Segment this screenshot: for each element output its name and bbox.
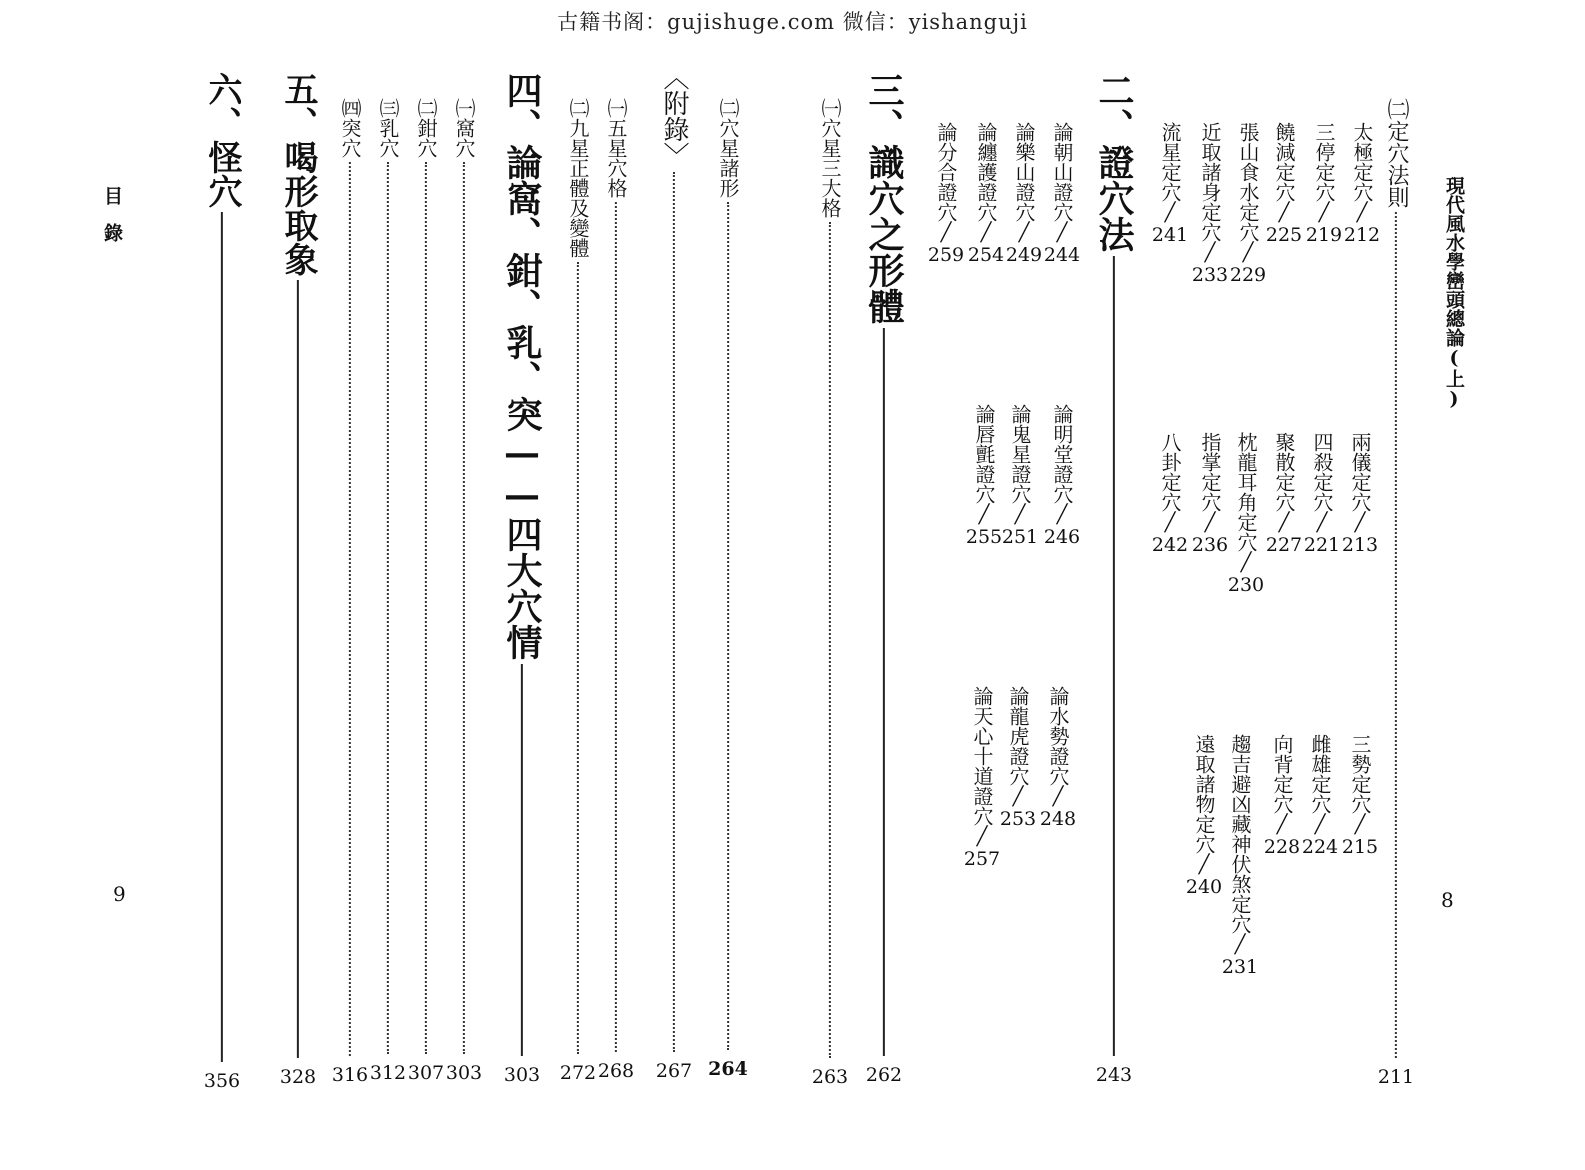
toc-item[interactable]	[966, 404, 1002, 548]
toc-section[interactable]	[1092, 72, 1135, 1086]
toc-page-number: 248	[1039, 808, 1077, 830]
toc-item-title: 遠取諸物定穴	[1191, 734, 1216, 854]
toc-item[interactable]	[1342, 734, 1378, 858]
toc-item[interactable]	[1304, 432, 1340, 556]
dotted-leader	[463, 162, 465, 1054]
toc-page-number: 307	[407, 1062, 445, 1084]
slash-separator: ╱	[1318, 202, 1330, 223]
toc-item[interactable]	[1002, 404, 1038, 548]
toc-page-number: 219	[1305, 224, 1343, 246]
toc-section-title: 四、論窩、鉗、乳、突——四大穴情	[500, 72, 543, 660]
toc-item-title: 論樂山證穴	[1011, 122, 1036, 222]
toc-item[interactable]	[1152, 122, 1188, 246]
toc-item[interactable]	[968, 122, 1004, 266]
dotted-leader	[425, 162, 427, 1054]
slash-separator: ╱	[1278, 512, 1290, 533]
toc-item-title: 四殺定穴	[1309, 432, 1334, 512]
toc-item[interactable]	[1228, 432, 1264, 596]
toc-item[interactable]	[1044, 404, 1080, 548]
toc-page-number: 312	[369, 1062, 407, 1084]
slash-separator: ╱	[1052, 786, 1064, 807]
slash-separator: ╱	[1314, 814, 1326, 835]
toc-item[interactable]	[1044, 122, 1080, 266]
toc-page-number: 254	[967, 244, 1005, 266]
slash-separator: ╱	[1242, 242, 1254, 263]
slash-separator: ╱	[1204, 512, 1216, 533]
toc-section-title: 六、怪穴	[201, 72, 242, 208]
toc-page-number: 230	[1227, 574, 1265, 596]
slash-separator: ╱	[1240, 552, 1252, 573]
toc-item[interactable]	[964, 686, 1000, 870]
toc-item-title: 雌雄定穴	[1307, 734, 1332, 814]
toc-item-title: 向背定穴	[1269, 734, 1294, 814]
toc-item[interactable]	[1266, 122, 1302, 246]
toc-page-number: 242	[1151, 534, 1189, 556]
toc-section[interactable]	[656, 64, 692, 1082]
toc-item[interactable]	[1192, 122, 1228, 286]
toc-item[interactable]	[1344, 122, 1380, 246]
slash-separator: ╱	[1316, 512, 1328, 533]
toc-item[interactable]	[1006, 122, 1042, 266]
toc-page-number: 251	[1001, 526, 1039, 548]
toc-page-number: 241	[1151, 224, 1189, 246]
slash-separator: ╱	[1056, 222, 1068, 243]
toc-section-title: 五、喝形取象	[277, 72, 318, 276]
toc-item[interactable]	[1000, 686, 1036, 830]
dotted-leader	[615, 202, 617, 1052]
toc-page-number: 246	[1043, 526, 1081, 548]
slash-separator: ╱	[1204, 242, 1216, 263]
toc-page-number: 268	[597, 1060, 635, 1082]
solid-leader	[221, 212, 223, 1062]
toc-section[interactable]	[598, 98, 634, 1082]
solid-leader	[883, 328, 885, 1056]
toc-section[interactable]	[277, 72, 318, 1088]
slash-separator: ╱	[1354, 814, 1366, 835]
toc-page-number: 356	[203, 1070, 241, 1092]
toc-section[interactable]	[332, 98, 368, 1086]
dotted-leader	[387, 162, 389, 1054]
toc-section[interactable]	[862, 72, 905, 1086]
toc-page-number: 303	[503, 1064, 541, 1086]
toc-page-number: 244	[1043, 244, 1081, 266]
watermark: 古籍书阁：gujishuge.com 微信：yishanguji	[557, 10, 1028, 34]
toc-section-title: 三、識穴之形體	[862, 72, 905, 324]
toc-section[interactable]	[812, 98, 848, 1088]
slash-separator: ╱	[978, 504, 990, 525]
toc-section-title: ㈢乳穴	[375, 98, 400, 158]
solid-leader	[1113, 256, 1115, 1056]
slash-separator: ╱	[1276, 814, 1288, 835]
slash-separator: ╱	[1164, 512, 1176, 533]
toc-item-title: 論朝山證穴	[1049, 122, 1074, 222]
toc-page-number: 262	[865, 1064, 903, 1086]
slash-separator: ╱	[1234, 934, 1246, 955]
toc-page-number: 257	[963, 848, 1001, 870]
dotted-leader	[727, 202, 729, 1050]
toc-item[interactable]	[1040, 686, 1076, 830]
toc-page-number: 249	[1005, 244, 1043, 266]
toc-page-number: 255	[965, 526, 1003, 548]
toc-section-title: ㈡鉗穴	[413, 98, 438, 158]
toc-item[interactable]	[1306, 122, 1342, 246]
toc-page-number: 253	[999, 808, 1037, 830]
toc-page-number: 229	[1229, 264, 1267, 286]
toc-section-title: ㈡定穴法則	[1383, 98, 1409, 208]
toc-item[interactable]	[1192, 432, 1228, 556]
toc-item-title: 枕龍耳角定穴	[1233, 432, 1258, 552]
slash-separator: ╱	[1278, 202, 1290, 223]
toc-page-number: 240	[1185, 876, 1223, 898]
dotted-leader	[829, 222, 831, 1058]
slash-separator: ╱	[1164, 202, 1176, 223]
toc-section[interactable]	[370, 98, 406, 1084]
toc-item-title: 兩儀定穴	[1347, 432, 1372, 512]
toc-item-title: 張山食水定穴	[1235, 122, 1260, 242]
slash-separator: ╱	[1356, 202, 1368, 223]
toc-item[interactable]	[1230, 122, 1266, 286]
toc-page-number: 316	[331, 1064, 369, 1086]
toc-section[interactable]	[708, 98, 748, 1080]
toc-item-title: 論纏護證穴	[973, 122, 998, 222]
page-number-left: 9	[113, 882, 126, 906]
toc-item-title: 論水勢證穴	[1045, 686, 1070, 786]
toc-item-title: 論明堂證穴	[1049, 404, 1074, 504]
dotted-leader	[673, 172, 675, 1052]
toc-page-number: 236	[1191, 534, 1229, 556]
toc-item-title: 論天心十道證穴	[969, 686, 994, 826]
toc-item[interactable]	[1266, 432, 1302, 556]
slash-separator: ╱	[980, 222, 992, 243]
toc-page-number: 224	[1301, 836, 1339, 858]
toc-item-title: 饒減定穴	[1271, 122, 1296, 202]
toc-page-number: 263	[811, 1066, 849, 1088]
toc-section[interactable]	[408, 98, 444, 1084]
solid-leader	[297, 280, 299, 1058]
toc-section[interactable]	[1378, 98, 1414, 1088]
toc-item-title: 八卦定穴	[1157, 432, 1182, 512]
dotted-leader	[349, 162, 351, 1056]
toc-page-number: 272	[559, 1062, 597, 1084]
toc-section[interactable]	[201, 72, 242, 1092]
toc-item-title: 太極定穴	[1349, 122, 1374, 202]
toc-page-number: 213	[1341, 534, 1379, 556]
dotted-leader	[1395, 212, 1397, 1058]
toc-page-number: 267	[655, 1060, 693, 1082]
toc-item[interactable]	[1342, 432, 1378, 556]
toc-section[interactable]	[560, 98, 596, 1084]
toc-page-number: 228	[1263, 836, 1301, 858]
toc-section-title: ㈡穴星諸形	[715, 98, 740, 198]
toc-page-number: 233	[1191, 264, 1229, 286]
slash-separator: ╱	[1354, 512, 1366, 533]
toc-item[interactable]	[1264, 734, 1300, 858]
slash-separator: ╱	[976, 826, 988, 847]
toc-page-number: 231	[1221, 956, 1259, 978]
toc-section-title: ㈠五星穴格	[603, 98, 628, 198]
toc-item-title: 指掌定穴	[1197, 432, 1222, 512]
slash-separator: ╱	[1012, 786, 1024, 807]
toc-item[interactable]	[1222, 734, 1258, 978]
slash-separator: ╱	[1056, 504, 1068, 525]
toc-item-title: 三停定穴	[1311, 122, 1336, 202]
toc-section-title: ㈠穴星三大格	[817, 98, 842, 218]
toc-item-title: 聚散定穴	[1271, 432, 1296, 512]
toc-page-number: 328	[279, 1066, 317, 1088]
toc-page-number: 211	[1377, 1066, 1415, 1088]
toc-item[interactable]	[1152, 432, 1188, 556]
toc-section-title: ㈠窩穴	[451, 98, 476, 158]
slash-separator: ╱	[940, 222, 952, 243]
dotted-leader	[577, 262, 579, 1054]
toc-item-title: 近取諸身定穴	[1197, 122, 1222, 242]
toc-item-title: 論龍虎證穴	[1005, 686, 1030, 786]
toc-page-number: 215	[1341, 836, 1379, 858]
running-title-left: 目錄	[101, 186, 123, 260]
toc-item-title: 流星定穴	[1157, 122, 1182, 202]
toc-item[interactable]	[1186, 734, 1222, 898]
toc-page-number: 264	[708, 1058, 748, 1080]
toc-item-title: 論唇氈證穴	[971, 404, 996, 504]
toc-item-title: 論分合證穴	[933, 122, 958, 222]
toc-item-title: 論鬼星證穴	[1007, 404, 1032, 504]
toc-section-title: ㈡九星正體及變體	[565, 98, 590, 258]
toc-section-title: 〈附錄〉	[658, 64, 689, 168]
toc-page-number: 243	[1095, 1064, 1133, 1086]
toc-item-title: 三勢定穴	[1347, 734, 1372, 814]
toc-page-number: 221	[1303, 534, 1341, 556]
toc-section[interactable]	[446, 98, 482, 1084]
toc-section-title: 二、證穴法	[1092, 72, 1135, 252]
slash-separator: ╱	[1018, 222, 1030, 243]
toc-section[interactable]	[500, 72, 543, 1086]
toc-page-number: 303	[445, 1062, 483, 1084]
toc-page-number: 212	[1343, 224, 1381, 246]
toc-page-number: 227	[1265, 534, 1303, 556]
running-title-right: 現代風水學巒頭總論(上)	[1443, 176, 1465, 410]
solid-leader	[521, 664, 523, 1056]
slash-separator: ╱	[1198, 854, 1210, 875]
page-number-right: 8	[1441, 888, 1454, 912]
toc-page-number: 225	[1265, 224, 1303, 246]
toc-section-title: ㈣突穴	[337, 98, 362, 158]
toc-page-number: 259	[927, 244, 965, 266]
toc-item[interactable]	[1302, 734, 1338, 858]
toc-item-title: 趨吉避凶藏神伏煞定穴	[1227, 734, 1252, 934]
slash-separator: ╱	[1014, 504, 1026, 525]
toc-item[interactable]	[928, 122, 964, 266]
